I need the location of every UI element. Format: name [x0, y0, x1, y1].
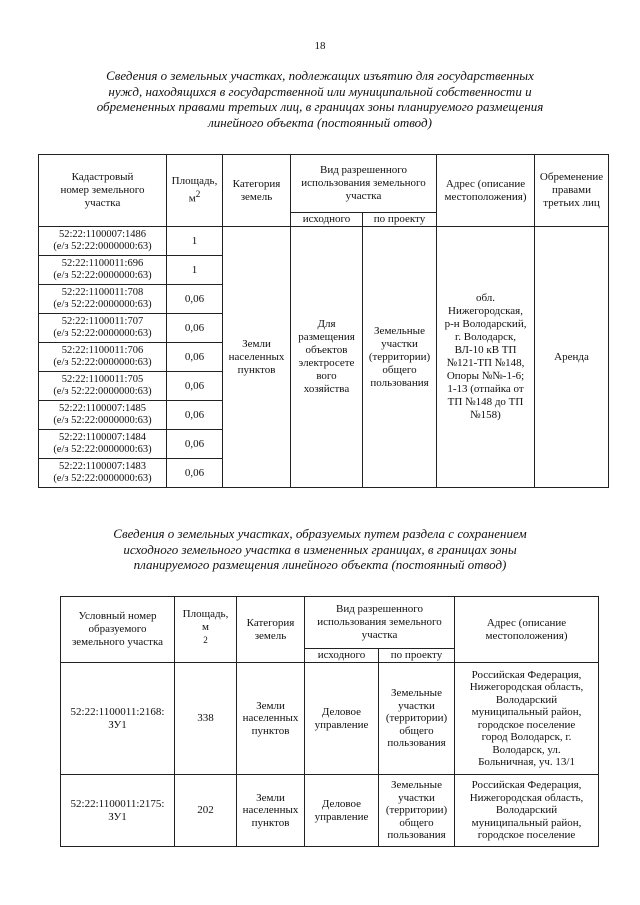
cadastral-number-cell: 52:22:1100007:1485 (е/з 52:22:0000000:63): [39, 401, 167, 430]
col-address-header: Адрес (описание местоположения): [437, 155, 535, 227]
address-cell: Российская Федерация, Нижегородская область, Володарский муниципальный район, городское поселение город Володарск, г. Володарск, ул. Больничная, уч. 13/1: [455, 663, 599, 775]
project-use-cell: Земельные участки (территории) общего пользования: [379, 663, 455, 775]
heading-line: Сведения о земельных участках, подлежащих изъятию для государственных: [106, 68, 534, 83]
shared-address-cell: обл. Нижегородская, р-н Володарский, г. Володарск, ВЛ-10 кВ ТП №121-ТП №148, Опоры №№-1-6; 1-13 (отпайка от ТП №148 до ТП №158): [437, 227, 535, 488]
area-cell: 0,06: [167, 285, 223, 314]
col-project-header: по проекту: [363, 213, 437, 227]
col-permitted-use-header: Вид разрешенного использования земельного участка: [305, 597, 455, 649]
cadastral-number-cell: 52:22:1100007:1484 (е/з 52:22:0000000:63): [39, 430, 167, 459]
area-cell: 0,06: [167, 343, 223, 372]
shared-encumbrance-cell: Аренда: [535, 227, 609, 488]
heading-line: линейного объекта (постоянный отвод): [208, 114, 432, 130]
heading-line: исходного земельного участка в измененных границах, в границах зоны: [123, 541, 517, 557]
page-number: 18: [314, 40, 326, 52]
area-cell: 1: [167, 256, 223, 285]
shared-original-use-cell: Для размещения объектов электросете вого хозяйства: [291, 227, 363, 488]
cond-number-cell: 52:22:1100011:2168: ЗУ1: [61, 663, 175, 775]
area-cell: 0,06: [167, 430, 223, 459]
table-row: [61, 775, 599, 847]
heading-line: нужд, находящихся в государственной или муниципальной собственности и: [108, 83, 532, 99]
heading-line: планируемого размещения линейного объекта (постоянный отвод): [133, 557, 507, 572]
cadastral-number-cell: 52:22:1100011:706 (е/з 52:22:0000000:63): [39, 343, 167, 372]
original-use-cell: Деловое управление: [305, 775, 379, 847]
section1-heading: [60, 68, 580, 130]
area-cell: 0,06: [167, 459, 223, 488]
project-use-cell: Земельные участки (территории) общего пользования: [379, 775, 455, 847]
area-cell: 202: [175, 775, 237, 847]
col-category-header: Категория земель: [237, 597, 305, 663]
col-cond-number-header: Условный номер образуемого земельного участка: [61, 597, 175, 663]
cadastral-number-cell: 52:22:1100011:707 (е/з 52:22:0000000:63): [39, 314, 167, 343]
col-cadastral-header: Кадастровый номер земельного участка: [39, 155, 167, 227]
table-row: [61, 663, 599, 775]
col-permitted-use-header: Вид разрешенного использования земельного участка: [291, 155, 437, 213]
col-address-header: Адрес (описание местоположения): [455, 597, 599, 663]
shared-project-use-cell: Земельные участки (территории) общего пользования: [363, 227, 437, 488]
cadastral-number-cell: 52:22:1100011:708 (е/з 52:22:0000000:63): [39, 285, 167, 314]
address-cell: Российская Федерация, Нижегородская область, Володарский муниципальный район, городское поселение: [455, 775, 599, 847]
area-cell: 0,06: [167, 401, 223, 430]
cadastral-number-cell: 52:22:1100007:1486 (е/з 52:22:0000000:63): [39, 227, 167, 256]
divided-plots-table: [60, 596, 599, 847]
cond-number-cell: 52:22:1100011:2175: ЗУ1: [61, 775, 175, 847]
heading-line: обремененных правами третьих лиц, в границах зоны планируемого размещения: [96, 99, 544, 114]
section2-heading: [70, 526, 570, 573]
category-cell: Земли населенных пунктов: [237, 663, 305, 775]
col-area-header: Площадь, $м^2$: [167, 155, 223, 227]
col-category-header: Категория земель: [223, 155, 291, 227]
heading-line: Сведения о земельных участках, образуемых путем раздела с сохранением: [113, 526, 527, 541]
col-encumbrance-header: Обременение правами третьих лиц: [535, 155, 609, 227]
col-project-header: по проекту: [379, 649, 455, 663]
area-cell: 0,06: [167, 372, 223, 401]
area-cell: 1: [167, 227, 223, 256]
shared-category-cell: Земли населенных пунктов: [223, 227, 291, 488]
seized-plots-table: [38, 154, 609, 488]
table-row: [39, 227, 609, 256]
original-use-cell: Деловое управление: [305, 663, 379, 775]
area-cell: 338: [175, 663, 237, 775]
col-original-header: исходного: [305, 649, 379, 663]
cadastral-number-cell: 52:22:1100011:705 (е/з 52:22:0000000:63): [39, 372, 167, 401]
cadastral-number-cell: 52:22:1100007:1483 (е/з 52:22:0000000:63): [39, 459, 167, 488]
col-area-header: Площадь, м $^2$: [175, 597, 237, 663]
category-cell: Земли населенных пунктов: [237, 775, 305, 847]
cadastral-number-cell: 52:22:1100011:696 (е/з 52:22:0000000:63): [39, 256, 167, 285]
col-original-header: исходного: [291, 213, 363, 227]
area-cell: 0,06: [167, 314, 223, 343]
